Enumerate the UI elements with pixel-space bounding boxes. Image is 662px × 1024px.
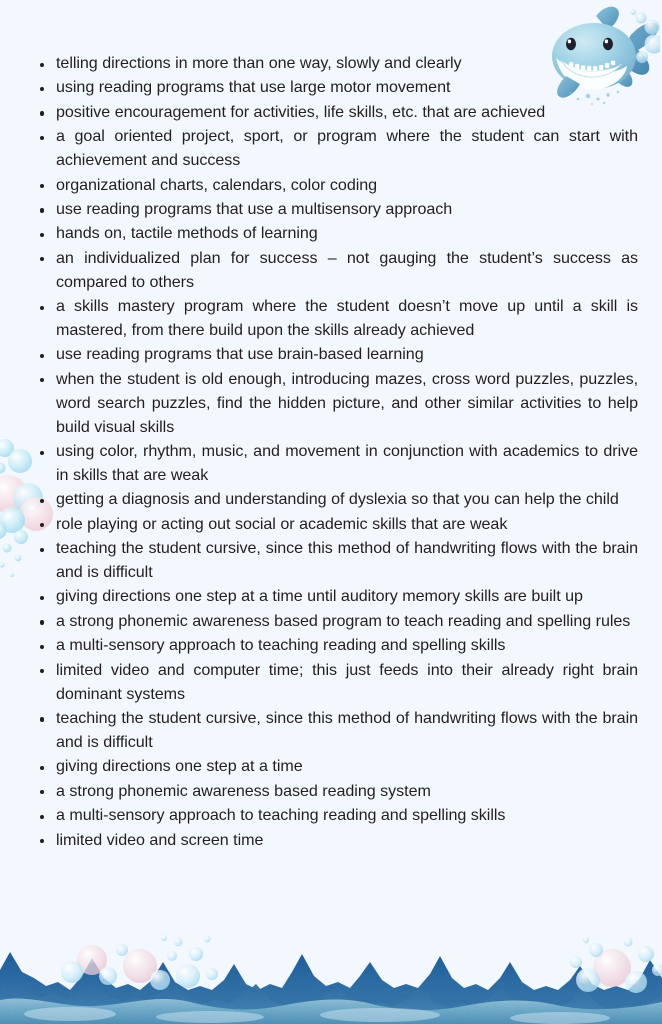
list-item-text: an individualized plan for success – not gauging the student’s success as compared to others bbox=[56, 248, 638, 291]
list-item-text: positive encouragement for activities, life skills, etc. that are achieved bbox=[56, 102, 546, 121]
list-item-text: limited video and computer time; this just feeds into their already right brain dominant systems bbox=[56, 660, 638, 703]
list-item bbox=[38, 829, 638, 853]
list-item bbox=[38, 780, 638, 804]
list-item-text: getting a diagnosis and understanding of dyslexia so that you can help the child bbox=[56, 490, 619, 509]
list-item-text: using reading programs that use large motor movement bbox=[56, 78, 451, 97]
list-item-text: role playing or acting out social or academic skills that are weak bbox=[56, 514, 508, 533]
list-item bbox=[38, 125, 638, 173]
dyslexia-support-strategies-list bbox=[38, 52, 638, 853]
list-item bbox=[38, 222, 638, 246]
list-item bbox=[38, 440, 638, 488]
list-item-text: use reading programs that use brain-based learning bbox=[56, 345, 424, 364]
list-item-text: when the student is old enough, introducing mazes, cross word puzzles, puzzles, word search puzzles, find the hidden picture, and other similar activities to help build visual skills bbox=[56, 369, 638, 436]
list-item-text: telling directions in more than one way, slowly and clearly bbox=[56, 54, 462, 72]
list-item bbox=[38, 198, 638, 222]
list-item-text: a multi-sensory approach to teaching reading and spelling skills bbox=[56, 636, 506, 655]
list-item bbox=[38, 513, 638, 537]
watercolor-bubble-cluster-footer-icon bbox=[0, 932, 662, 1024]
list-item bbox=[38, 634, 638, 658]
list-item bbox=[38, 804, 638, 828]
list-item bbox=[38, 659, 638, 707]
list-item-text: giving directions one step at a time bbox=[56, 757, 303, 776]
list-item bbox=[38, 52, 638, 76]
list-item bbox=[38, 537, 638, 585]
list-item-text: a strong phonemic awareness based reading system bbox=[56, 781, 431, 800]
list-item-text: using color, rhythm, music, and movement in conjunction with academics to drive in skills that are weak bbox=[56, 442, 638, 484]
list-item-text: a multi-sensory approach to teaching reading and spelling skills bbox=[56, 806, 506, 825]
list-item-text: a skills mastery program where the student doesn’t move up until a skill is mastered, from there build upon the skills already achieved bbox=[56, 297, 638, 339]
list-item bbox=[38, 368, 638, 440]
list-item-text: teaching the student cursive, since this method of handwriting flows with the brain and is difficult bbox=[56, 539, 638, 582]
list-item-text: giving directions one step at a time until auditory memory skills are built up bbox=[56, 587, 583, 606]
list-item bbox=[38, 101, 638, 125]
list-item bbox=[38, 585, 638, 609]
list-item-text: hands on, tactile methods of learning bbox=[56, 224, 318, 243]
list-item bbox=[38, 755, 638, 779]
list-item bbox=[38, 295, 638, 343]
list-item-text: organizational charts, calendars, color coding bbox=[56, 175, 378, 194]
list-item bbox=[38, 343, 638, 367]
list-item bbox=[38, 488, 638, 512]
list-item bbox=[38, 610, 638, 634]
list-item bbox=[38, 707, 638, 755]
list-item-text: use reading programs that use a multisensory approach bbox=[56, 199, 453, 218]
list-item bbox=[38, 76, 638, 100]
list-item-text: a goal oriented project, sport, or program where the student can start with achievement and success bbox=[56, 127, 638, 170]
watercolor-wave-footer-icon bbox=[0, 932, 662, 1024]
list-item bbox=[38, 174, 638, 198]
list-item-text: a strong phonemic awareness based program to teach reading and spelling rules bbox=[56, 611, 631, 630]
list-item-text: teaching the student cursive, since this method of handwriting flows with the brain and is difficult bbox=[56, 708, 638, 751]
list-item-text: limited video and screen time bbox=[56, 830, 264, 849]
list-item bbox=[38, 247, 638, 295]
